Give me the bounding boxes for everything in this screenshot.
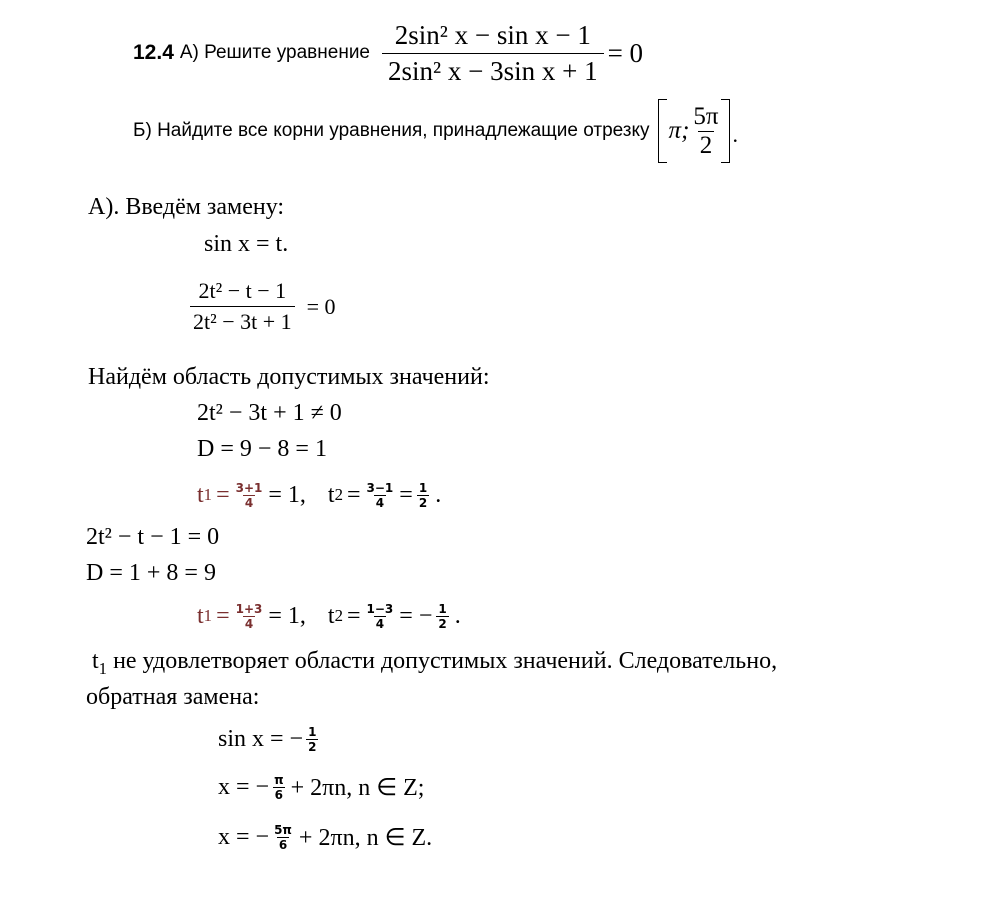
back-sub-denominator: 2 (308, 739, 317, 754)
answer2-lhs: x = − (218, 823, 270, 850)
answer-2 (218, 814, 432, 860)
back-sub-lhs: sin x = − (218, 725, 304, 752)
odz-t2-mid: = (399, 481, 413, 508)
odz-t1-label: t (197, 481, 204, 508)
odz-t2-denominator: 4 (375, 495, 385, 510)
answer2-rhs: + 2πn, n ∈ Z. (298, 824, 433, 851)
answer1-denominator: 6 (274, 787, 283, 802)
back-sub-numerator: 1 (308, 724, 317, 739)
part-b-prompt: Б) Найдите все корни уравнения, принадлежащие отрезку (133, 120, 650, 141)
problem-header (133, 18, 643, 88)
eq2-t2-value-numerator: 1 (438, 601, 447, 616)
back-substitution (218, 716, 318, 762)
odz-discriminant: D = 9 − 8 = 1 (197, 436, 327, 462)
interval-left: π; (668, 117, 690, 144)
odz-root-t2: t 2 = $\frac{3-1}{4}$ = $\frac{1}{2}$ . (327, 480, 442, 510)
substituted-equation (190, 278, 336, 335)
interval-period: . (732, 122, 739, 147)
eq2-t1-numerator: 1+3 (235, 601, 263, 616)
odz-t2-numerator: 3−1 (366, 480, 394, 495)
answer1-numerator: π (274, 772, 284, 787)
second-equation: 2t² − t − 1 = 0 (86, 524, 220, 550)
answer2-numerator: 5π (274, 822, 292, 837)
conclusion-t-sub: 1 (98, 658, 108, 678)
interval-right-numerator: 5π (693, 102, 719, 130)
substitution: sin x = t. (204, 231, 289, 257)
odz-t2-value-fraction (417, 481, 429, 510)
interval (658, 99, 730, 163)
second-discriminant: D = 1 + 8 = 9 (86, 560, 216, 586)
answer2-denominator: 6 (278, 837, 288, 852)
eq2-t2-value-fraction (436, 602, 448, 631)
eq2-t2-numerator: 1−3 (366, 601, 394, 616)
eq2-root-t1: t 1 = $\frac{1+3}{4}$ (197, 601, 263, 631)
odz-t1-fraction (234, 481, 265, 510)
conclusion-text-1: не удовлетворяет области допустимых значений. Следовательно, (113, 648, 778, 674)
eq2-t2-fraction (365, 602, 396, 631)
odz-t2-value-denominator: 2 (418, 495, 428, 510)
eq2-root-t2: t 2 = $\frac{1-3}{4}$ = − $\frac{1}{2}$ . (327, 601, 461, 631)
odz-title: Найдём область допустимых значений: (88, 364, 490, 390)
eq2-t1-value: = 1, (268, 602, 306, 629)
odz-t2-value-numerator: 1 (418, 480, 428, 495)
odz-t2-end: . (435, 481, 442, 508)
substituted-fraction (190, 278, 295, 335)
part-b-line (133, 96, 738, 166)
main-equation-rhs: = 0 (607, 37, 644, 68)
eq2-t2-label: t (327, 602, 335, 629)
odz-t1-denominator: 4 (244, 495, 254, 510)
interval-right-fraction (691, 103, 720, 160)
answer2-fraction (272, 823, 294, 852)
main-equation-denominator: 2sin² x − 3sin x + 1 (382, 53, 604, 87)
odz-roots-line (197, 470, 441, 520)
task-number: 12.4 (133, 41, 174, 64)
left-bracket (658, 99, 667, 163)
substituted-denominator: 2t² − 3t + 1 (190, 306, 295, 335)
eq2-t2-mid: = − (399, 602, 433, 629)
substituted-numerator: 2t² − t − 1 (198, 278, 287, 303)
back-sub-fraction (306, 725, 318, 754)
eq2-t1-denominator: 4 (244, 616, 254, 631)
eq2-t1-label: t (197, 602, 204, 629)
right-bracket (721, 99, 730, 163)
solution-intro: А). Введём замену: (88, 194, 285, 220)
odz-inequality: 2t² − 3t + 1 ≠ 0 (197, 400, 342, 426)
eq2-t2-denominator: 4 (375, 616, 385, 631)
part-a-prompt: А) Решите уравнение (179, 42, 370, 63)
main-equation-numerator: 2sin² x − sin x − 1 (394, 19, 591, 50)
odz-t2-fraction (365, 481, 396, 510)
answer1-fraction (272, 773, 286, 802)
answer1-lhs: x = − (218, 773, 270, 800)
eq2-t1-fraction (234, 602, 265, 631)
eq2-t2-end: . (454, 602, 461, 629)
odz-root-t1: t 1 = $\frac{3+1}{4}$ (197, 480, 263, 510)
odz-t2-label: t (327, 481, 335, 508)
odz-t1-numerator: 3+1 (235, 480, 263, 495)
interval-right-denominator: 2 (699, 131, 713, 159)
answer1-rhs: + 2πn, n ∈ Z; (290, 774, 425, 801)
substituted-rhs: = 0 (306, 293, 336, 319)
conclusion-line-2: обратная замена: (86, 684, 260, 710)
eq2-roots-line (197, 591, 461, 641)
conclusion-t-label: t (92, 648, 99, 674)
main-equation-fraction (382, 20, 604, 87)
conclusion-line-1 (92, 648, 778, 678)
odz-t1-value: = 1, (268, 481, 306, 508)
eq2-t2-value-denominator: 2 (438, 616, 447, 631)
answer-1 (218, 764, 424, 810)
